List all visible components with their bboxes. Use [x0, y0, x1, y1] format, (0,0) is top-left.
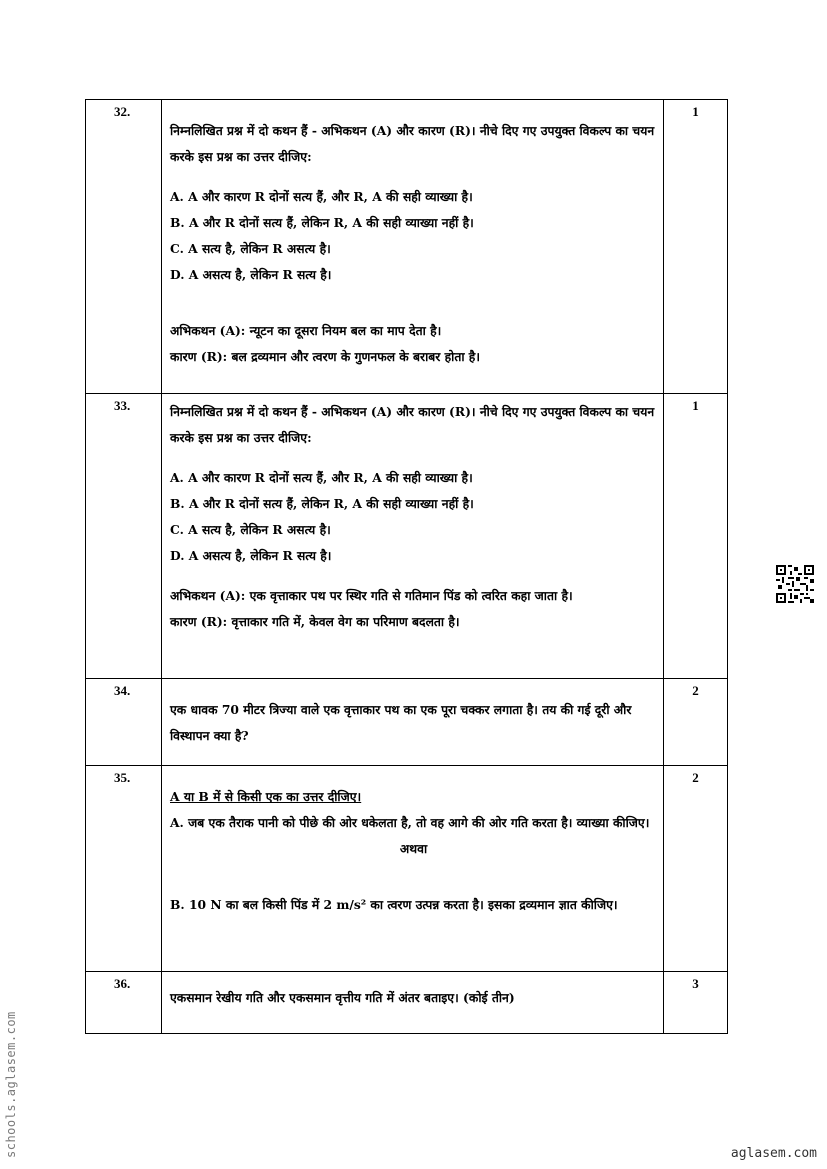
question-intro: निम्नलिखित प्रश्न में दो कथन हैं - अभिकथन (A) और कारण (R)। नीचे दिए गए उपयुक्त विकल्प का चयन करके इस प्रश्न का उत्तर दीजिए: [170, 404, 655, 445]
option-d: D. A असत्य है, लेकिन R सत्य है। [170, 267, 332, 282]
question-number: 34. [86, 679, 162, 766]
reason-text: कारण (R): वृत्ताकार गति में, केवल वेग का परिमाण बदलता है। [170, 614, 460, 629]
question-body [162, 394, 664, 679]
table-row [86, 100, 728, 394]
option-b: B. A और R दोनों सत्य हैं, लेकिन R, A की सही व्याख्या नहीं है। [170, 215, 474, 230]
question-marks: 2 [664, 766, 728, 972]
part-a-text: A. जब एक तैराक पानी को पीछे की ओर धकेलता है, तो वह आगे की ओर गति करता है। व्याख्या कीजिए। [170, 815, 650, 830]
part-b-text: B. 10 N का बल किसी पिंड में 2 m/s² का त्वरण उत्पन्न करता है। इसका द्रव्यमान ज्ञात कीजिए। [170, 897, 618, 912]
question-text: एकसमान रेखीय गति और एकसमान वृत्तीय गति में अंतर बताइए। (कोई तीन) [170, 990, 515, 1005]
table-row [86, 394, 728, 679]
question-number: 35. [86, 766, 162, 972]
table-row [86, 972, 728, 1034]
question-marks: 1 [664, 100, 728, 394]
option-d: D. A असत्य है, लेकिन R सत्य है। [170, 548, 332, 563]
assertion-text: अभिकथन (A): न्यूटन का दूसरा नियम बल का माप देता है। [170, 323, 442, 338]
option-a: A. A और कारण R दोनों सत्य हैं, और R, A की सही व्याख्या है। [170, 470, 473, 485]
question-text: एक धावक 70 मीटर त्रिज्या वाले एक वृत्ताकार पथ का एक पूरा चक्कर लगाता है। तय की गई दूरी और विस्थापन क्या है? [170, 702, 632, 743]
table-row [86, 766, 728, 972]
assertion-text: अभिकथन (A): एक वृत्ताकार पथ पर स्थिर गति से गतिमान पिंड को त्वरित कहा जाता है। [170, 588, 573, 603]
table-row [86, 679, 728, 766]
question-body [162, 972, 664, 1034]
question-table-wrapper [85, 99, 727, 1034]
side-watermark: schools.aglasem.com [4, 1011, 18, 1158]
question-body [162, 766, 664, 972]
or-separator: अथवा [399, 841, 428, 856]
question-number: 33. [86, 394, 162, 679]
question-marks: 3 [664, 972, 728, 1034]
question-number: 32. [86, 100, 162, 394]
question-marks: 1 [664, 394, 728, 679]
question-table [85, 99, 728, 1034]
question-body [162, 679, 664, 766]
footer-watermark: aglasem.com [730, 1146, 817, 1161]
choice-instruction: A या B में से किसी एक का उत्तर दीजिए। [170, 789, 362, 804]
question-marks: 2 [664, 679, 728, 766]
option-c: C. A सत्य है, लेकिन R असत्य है। [170, 241, 331, 256]
option-a: A. A और कारण R दोनों सत्य हैं, और R, A की सही व्याख्या है। [170, 189, 473, 204]
option-c: C. A सत्य है, लेकिन R असत्य है। [170, 522, 331, 537]
option-b: B. A और R दोनों सत्य हैं, लेकिन R, A की सही व्याख्या नहीं है। [170, 496, 474, 511]
qr-code-icon [776, 565, 814, 603]
question-intro: निम्नलिखित प्रश्न में दो कथन हैं - अभिकथन (A) और कारण (R)। नीचे दिए गए उपयुक्त विकल्प का चयन करके इस प्रश्न का उत्तर दीजिए: [170, 123, 655, 164]
reason-text: कारण (R): बल द्रव्यमान और त्वरण के गुणनफल के बराबर होता है। [170, 349, 480, 364]
question-body [162, 100, 664, 394]
question-number: 36. [86, 972, 162, 1034]
